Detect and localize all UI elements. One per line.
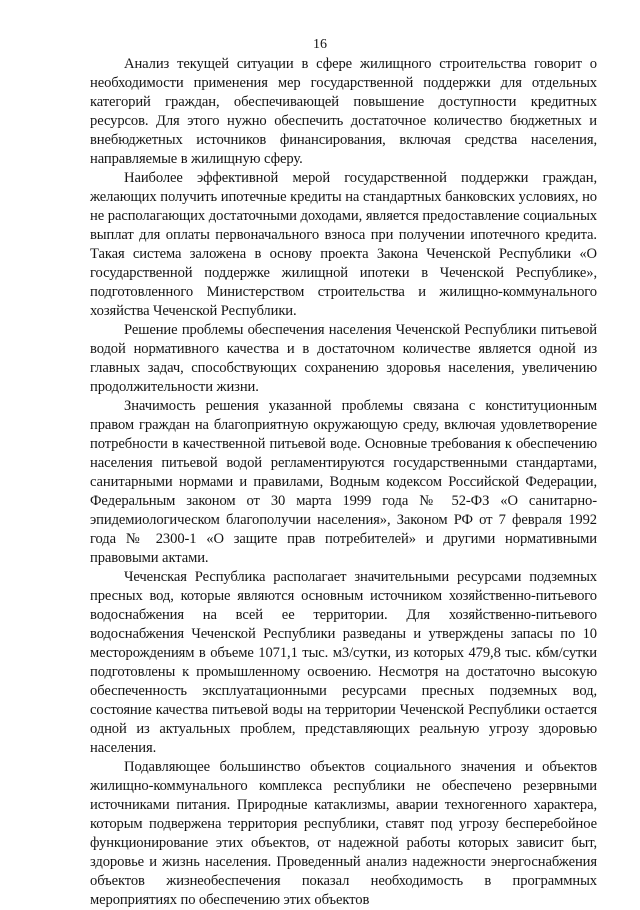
body-text (90, 55, 597, 910)
paragraph-drinking-water: Решение проблемы обеспечения населения Чеченской Республики питьевой водой нормативного качества и в достаточном количестве является одной из главных задач, способствующих сохранению здоровья населения, увеличению продолжительности жизни. (90, 322, 597, 395)
page-number: 16 (313, 37, 327, 52)
paragraph-groundwater-resources: Чеченская Республика располагает значительными ресурсами подземных пресных вод, которые являются основным источником хозяйственно-питьевого водоснабжения на всей ее территории. Для хозяйственно-питьевого водоснабжения Чеченской Республики разведаны и утверждены запасы по 10 месторождениям в объеме 1071,1 тыс. м3/сутки, из которых 479,8 тыс. кбм/сутки подготовлены к промышленному освоению. Несмотря на достаточно высокую обеспеченность эксплуатационными ресурсами пресных подземных вод, состояние качества питьевой воды на территории Чеченской Республики остается одной из актуальных проблем, представляющих реальную угрозу здоровью населения. (90, 569, 597, 756)
paragraph-legal-basis: Значимость решения указанной проблемы связана с конституционным правом граждан на благоприятную окружающую среду, включая удовлетворение потребности в качественной питьевой воде. Основные требования к обеспечению населения питьевой водой регламентируются государственными стандартами, санитарными нормами и правилами, Водным кодексом Российской Федерации, Федеральным законом от 30 марта 1999 года № 52-ФЗ «О санитарно-эпидемиологическом благополучии населения», Законом РФ от 7 февраля 1992 года № 2300-1 «О защите прав потребителей» и другими нормативными правовыми актами. (90, 398, 597, 566)
paragraph-backup-power: Подавляющее большинство объектов социального значения и объектов жилищно-коммунального комплекса республики не обеспечено резервными источниками питания. Природные катаклизмы, аварии техногенного характера, которым подвержена территория республики, ставят под угрозу бесперебойное функционирование этих объектов, от надежной работы которых зависит быт, здоровье и жизнь населения. Проведенный анализ надежности энергоснабжения объектов жизнеобеспечения показал необходимость в программных мероприятиях по обеспечению этих объектов (90, 759, 597, 908)
paragraph-housing-analysis: Анализ текущей ситуации в сфере жилищного строительства говорит о необходимости применения мер государственной поддержки для отдельных категорий граждан, обеспечивающей повышение доступности кредитных ресурсов. Для этого нужно обеспечить достаточное количество бюджетных и внебюджетных источников финансирования, включая средства населения, направляемые в жилищную сферу. (90, 56, 597, 167)
paragraph-mortgage-support: Наиболее эффективной мерой государственной поддержки граждан, желающих получить ипотечные кредиты на стандартных банковских условиях, но не располагающих достаточными доходами, является предоставление социальных выплат для оплаты первоначального взноса при получении ипотечного кредита. Такая система заложена в основу проекта Закона Чеченской Республики «О государственной поддержке жилищной ипотеки в Чеченской Республике», подготовленного Министерством строительства и жилищно-коммунального хозяйства Чеченской Республики. (90, 170, 597, 319)
